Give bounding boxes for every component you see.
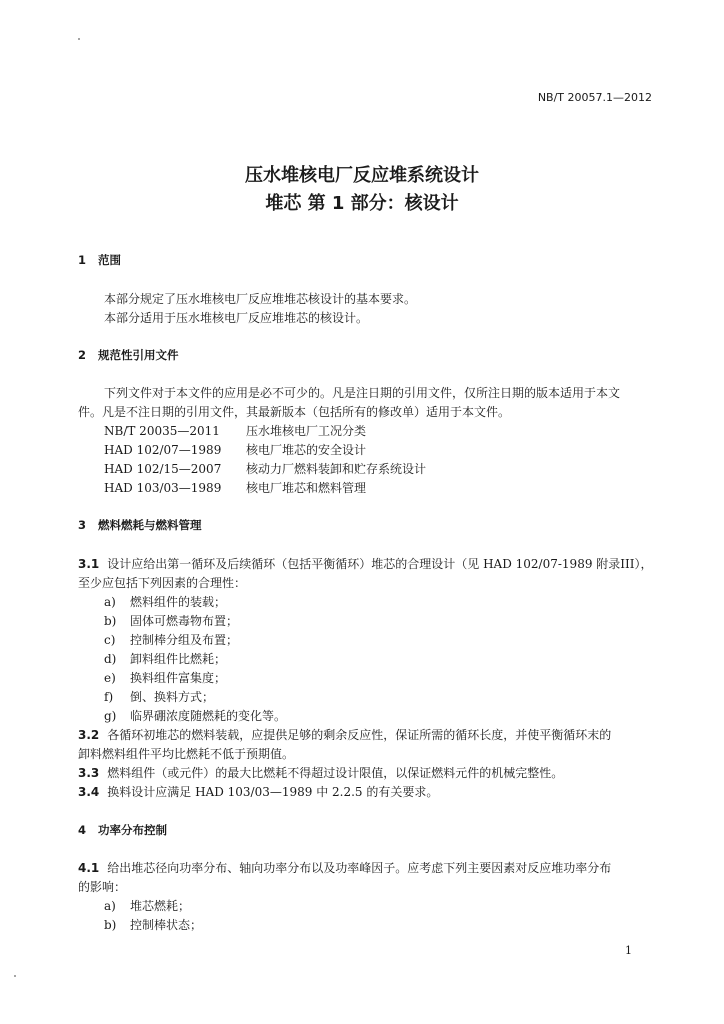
- clause-line: [78, 764, 563, 781]
- list-text: 燃料组件的装载；: [130, 595, 227, 609]
- list-text: 换料组件富集度；: [130, 671, 227, 685]
- list-item: [104, 669, 226, 686]
- reference-code: HAD 102/07—1989: [104, 443, 222, 457]
- section-heading-scope: [78, 252, 121, 268]
- reference-title: 核电厂堆芯和燃料管理: [246, 481, 367, 495]
- list-text: 控制棒状态；: [130, 918, 203, 932]
- document-title-line2: 堆芯 第 1 部分：核设计: [265, 193, 459, 214]
- clause-text: 设计应给出第一循环及后续循环（包括平衡循环）堆芯的合理设计（见 HAD 102/07-1989 附录III），: [107, 557, 653, 571]
- reference-entry: [104, 422, 366, 439]
- clause-line: [78, 783, 438, 800]
- reference-code: HAD 102/15—2007: [104, 462, 222, 476]
- list-item: [104, 650, 226, 667]
- clause-number: 3.4: [78, 785, 100, 799]
- clause-text: 各循环初堆芯的燃料装载，应提供足够的剩余反应性，保证所需的循环长度，并使平衡循环末的: [107, 728, 612, 742]
- clause-line: [78, 555, 653, 572]
- list-item: [104, 612, 238, 629]
- clause-text: 燃料组件（或元件）的最大比燃耗不得超过设计限值，以保证燃料元件的机械完整性。: [107, 766, 564, 780]
- clause-text: 给出堆芯径向功率分布、轴向功率分布以及功率峰因子。应考虑下列主要因素对反应堆功率分布: [107, 861, 612, 875]
- clause-number: 4.1: [78, 861, 100, 875]
- list-text: 卸料组件比燃耗；: [130, 652, 227, 666]
- list-item: [104, 631, 238, 648]
- section-number: 2: [78, 348, 87, 362]
- list-label: b): [104, 918, 117, 932]
- clause-line: [78, 859, 611, 876]
- clause-line: 的影响：: [78, 880, 127, 894]
- list-text: 倒、换料方式；: [130, 690, 215, 704]
- list-text: 控制棒分组及布置；: [130, 633, 239, 647]
- reference-entry: [104, 441, 366, 458]
- section-number: 1: [78, 253, 87, 267]
- paragraph-line: 下列文件对于本文件的应用是必不可少的。凡是注日期的引用文件，仅所注日期的版本适用于本文: [104, 386, 621, 400]
- scan-speck: [14, 975, 16, 977]
- list-item: [104, 897, 190, 914]
- section-number: 4: [78, 823, 87, 837]
- list-label: f): [104, 690, 114, 704]
- list-item: [104, 707, 286, 724]
- clause-number: 3.3: [78, 766, 100, 780]
- document-title-line1: 压水堆核电厂反应堆系统设计: [245, 165, 479, 186]
- list-label: c): [104, 633, 116, 647]
- list-text: 堆芯燃耗；: [130, 899, 191, 913]
- clause-line: 至少应包括下列因素的合理性：: [78, 576, 247, 590]
- reference-title: 核电厂堆芯的安全设计: [246, 443, 367, 457]
- list-item: [104, 916, 202, 933]
- reference-title: 核动力厂燃料装卸和贮存系统设计: [246, 462, 427, 476]
- list-text: 临界硼浓度随燃耗的变化等。: [130, 709, 287, 723]
- list-label: a): [104, 595, 116, 609]
- page-number: 1: [625, 944, 632, 957]
- list-label: e): [104, 671, 116, 685]
- clause-number: 3.1: [78, 557, 100, 571]
- list-label: d): [104, 652, 117, 666]
- paragraph-line: 本部分适用于压水堆核电厂反应堆堆芯的核设计。: [104, 311, 369, 325]
- standard-number: NB/T 20057.1—2012: [537, 91, 652, 104]
- list-text: 固体可燃毒物布置；: [130, 614, 239, 628]
- reference-title: 压水堆核电厂工况分类: [246, 424, 367, 438]
- clause-line: 卸料燃料组件平均比燃耗不低于预期值。: [78, 747, 295, 761]
- section-number: 3: [78, 518, 87, 532]
- list-item: [104, 593, 226, 610]
- section-heading-normative-references: [78, 347, 179, 363]
- list-label: b): [104, 614, 117, 628]
- paragraph-line: 件。凡是不注日期的引用文件，其最新版本（包括所有的修改单）适用于本文件。: [78, 405, 511, 419]
- clause-line: [78, 726, 611, 743]
- reference-entry: [104, 460, 426, 477]
- list-label: g): [104, 709, 117, 723]
- list-item: [104, 688, 214, 705]
- reference-code: HAD 103/03—1989: [104, 481, 222, 495]
- clause-text: 换料设计应满足 HAD 103/03—1989 中 2.2.5 的有关要求。: [107, 785, 439, 799]
- section-title: 范围: [98, 253, 121, 267]
- section-title: 燃料燃耗与燃料管理: [98, 518, 202, 532]
- section-heading-fuel-burnup: [78, 517, 202, 533]
- section-title: 规范性引用文件: [98, 348, 179, 362]
- section-title: 功率分布控制: [98, 823, 167, 837]
- reference-code: NB/T 20035—2011: [104, 424, 220, 438]
- reference-entry: [104, 479, 366, 496]
- list-label: a): [104, 899, 116, 913]
- clause-number: 3.2: [78, 728, 100, 742]
- section-heading-power-distribution: [78, 822, 167, 838]
- scan-speck: [78, 38, 80, 40]
- paragraph-line: 本部分规定了压水堆核电厂反应堆堆芯核设计的基本要求。: [104, 292, 417, 306]
